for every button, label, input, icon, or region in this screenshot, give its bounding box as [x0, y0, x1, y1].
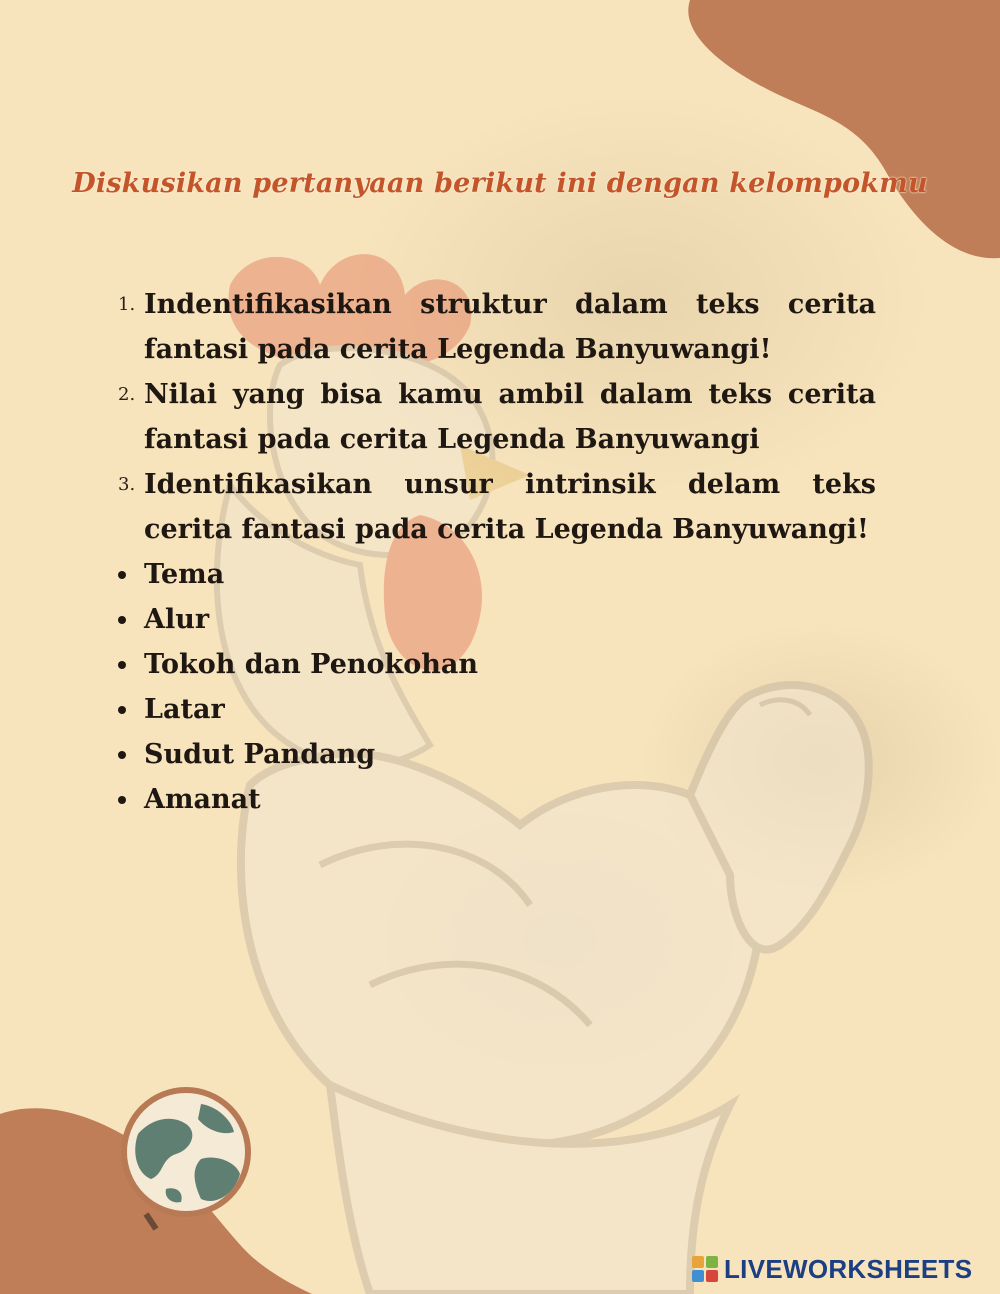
- question-section: [108, 282, 876, 822]
- bullet-icon: [118, 616, 126, 624]
- page-heading: Diskusikan pertanyaan berikut ini dengan kelompokmu: [72, 168, 928, 199]
- list-item-label: Tema: [144, 559, 225, 590]
- question-list: [108, 282, 876, 552]
- bullet-icon: [118, 571, 126, 579]
- bullet-icon: [118, 751, 126, 759]
- bullet-icon: [118, 706, 126, 714]
- question-number: 2.: [118, 384, 136, 405]
- list-item: [108, 552, 876, 597]
- question-item: [108, 282, 876, 372]
- list-item-label: Amanat: [144, 784, 261, 815]
- list-item: [108, 687, 876, 732]
- list-item: [108, 732, 876, 777]
- bullet-icon: [118, 796, 126, 804]
- list-item-label: Tokoh dan Penokohan: [144, 649, 479, 680]
- list-item-label: Sudut Pandang: [144, 739, 376, 770]
- brand-name: LIVEWORKSHEETS: [724, 1253, 973, 1284]
- globe-icon: [106, 1074, 266, 1234]
- question-number: 1.: [118, 294, 136, 315]
- list-item: [108, 597, 876, 642]
- liveworksheets-logo-icon: [692, 1256, 718, 1282]
- list-item-label: Latar: [144, 694, 225, 725]
- list-item-label: Alur: [144, 604, 210, 635]
- question-text: Nilai yang bisa kamu ambil dalam teks cerita fantasi pada cerita Legenda Banyuwangi: [144, 379, 876, 455]
- question-number: 3.: [118, 474, 136, 495]
- decorative-blob-top-right: [660, 0, 1000, 260]
- liveworksheets-brand[interactable]: [692, 1253, 972, 1285]
- question-item: [108, 372, 876, 462]
- list-item: [108, 642, 876, 687]
- question-item: [108, 462, 876, 552]
- bullet-icon: [118, 661, 126, 669]
- question-text: Indentifikasikan struktur dalam teks cerita fantasi pada cerita Legenda Banyuwangi!: [144, 289, 876, 365]
- list-item: [108, 777, 876, 822]
- intrinsic-element-list: [108, 552, 876, 822]
- question-text: Identifikasikan unsur intrinsik delam teks cerita fantasi pada cerita Legenda Banyuwangi!: [144, 469, 876, 545]
